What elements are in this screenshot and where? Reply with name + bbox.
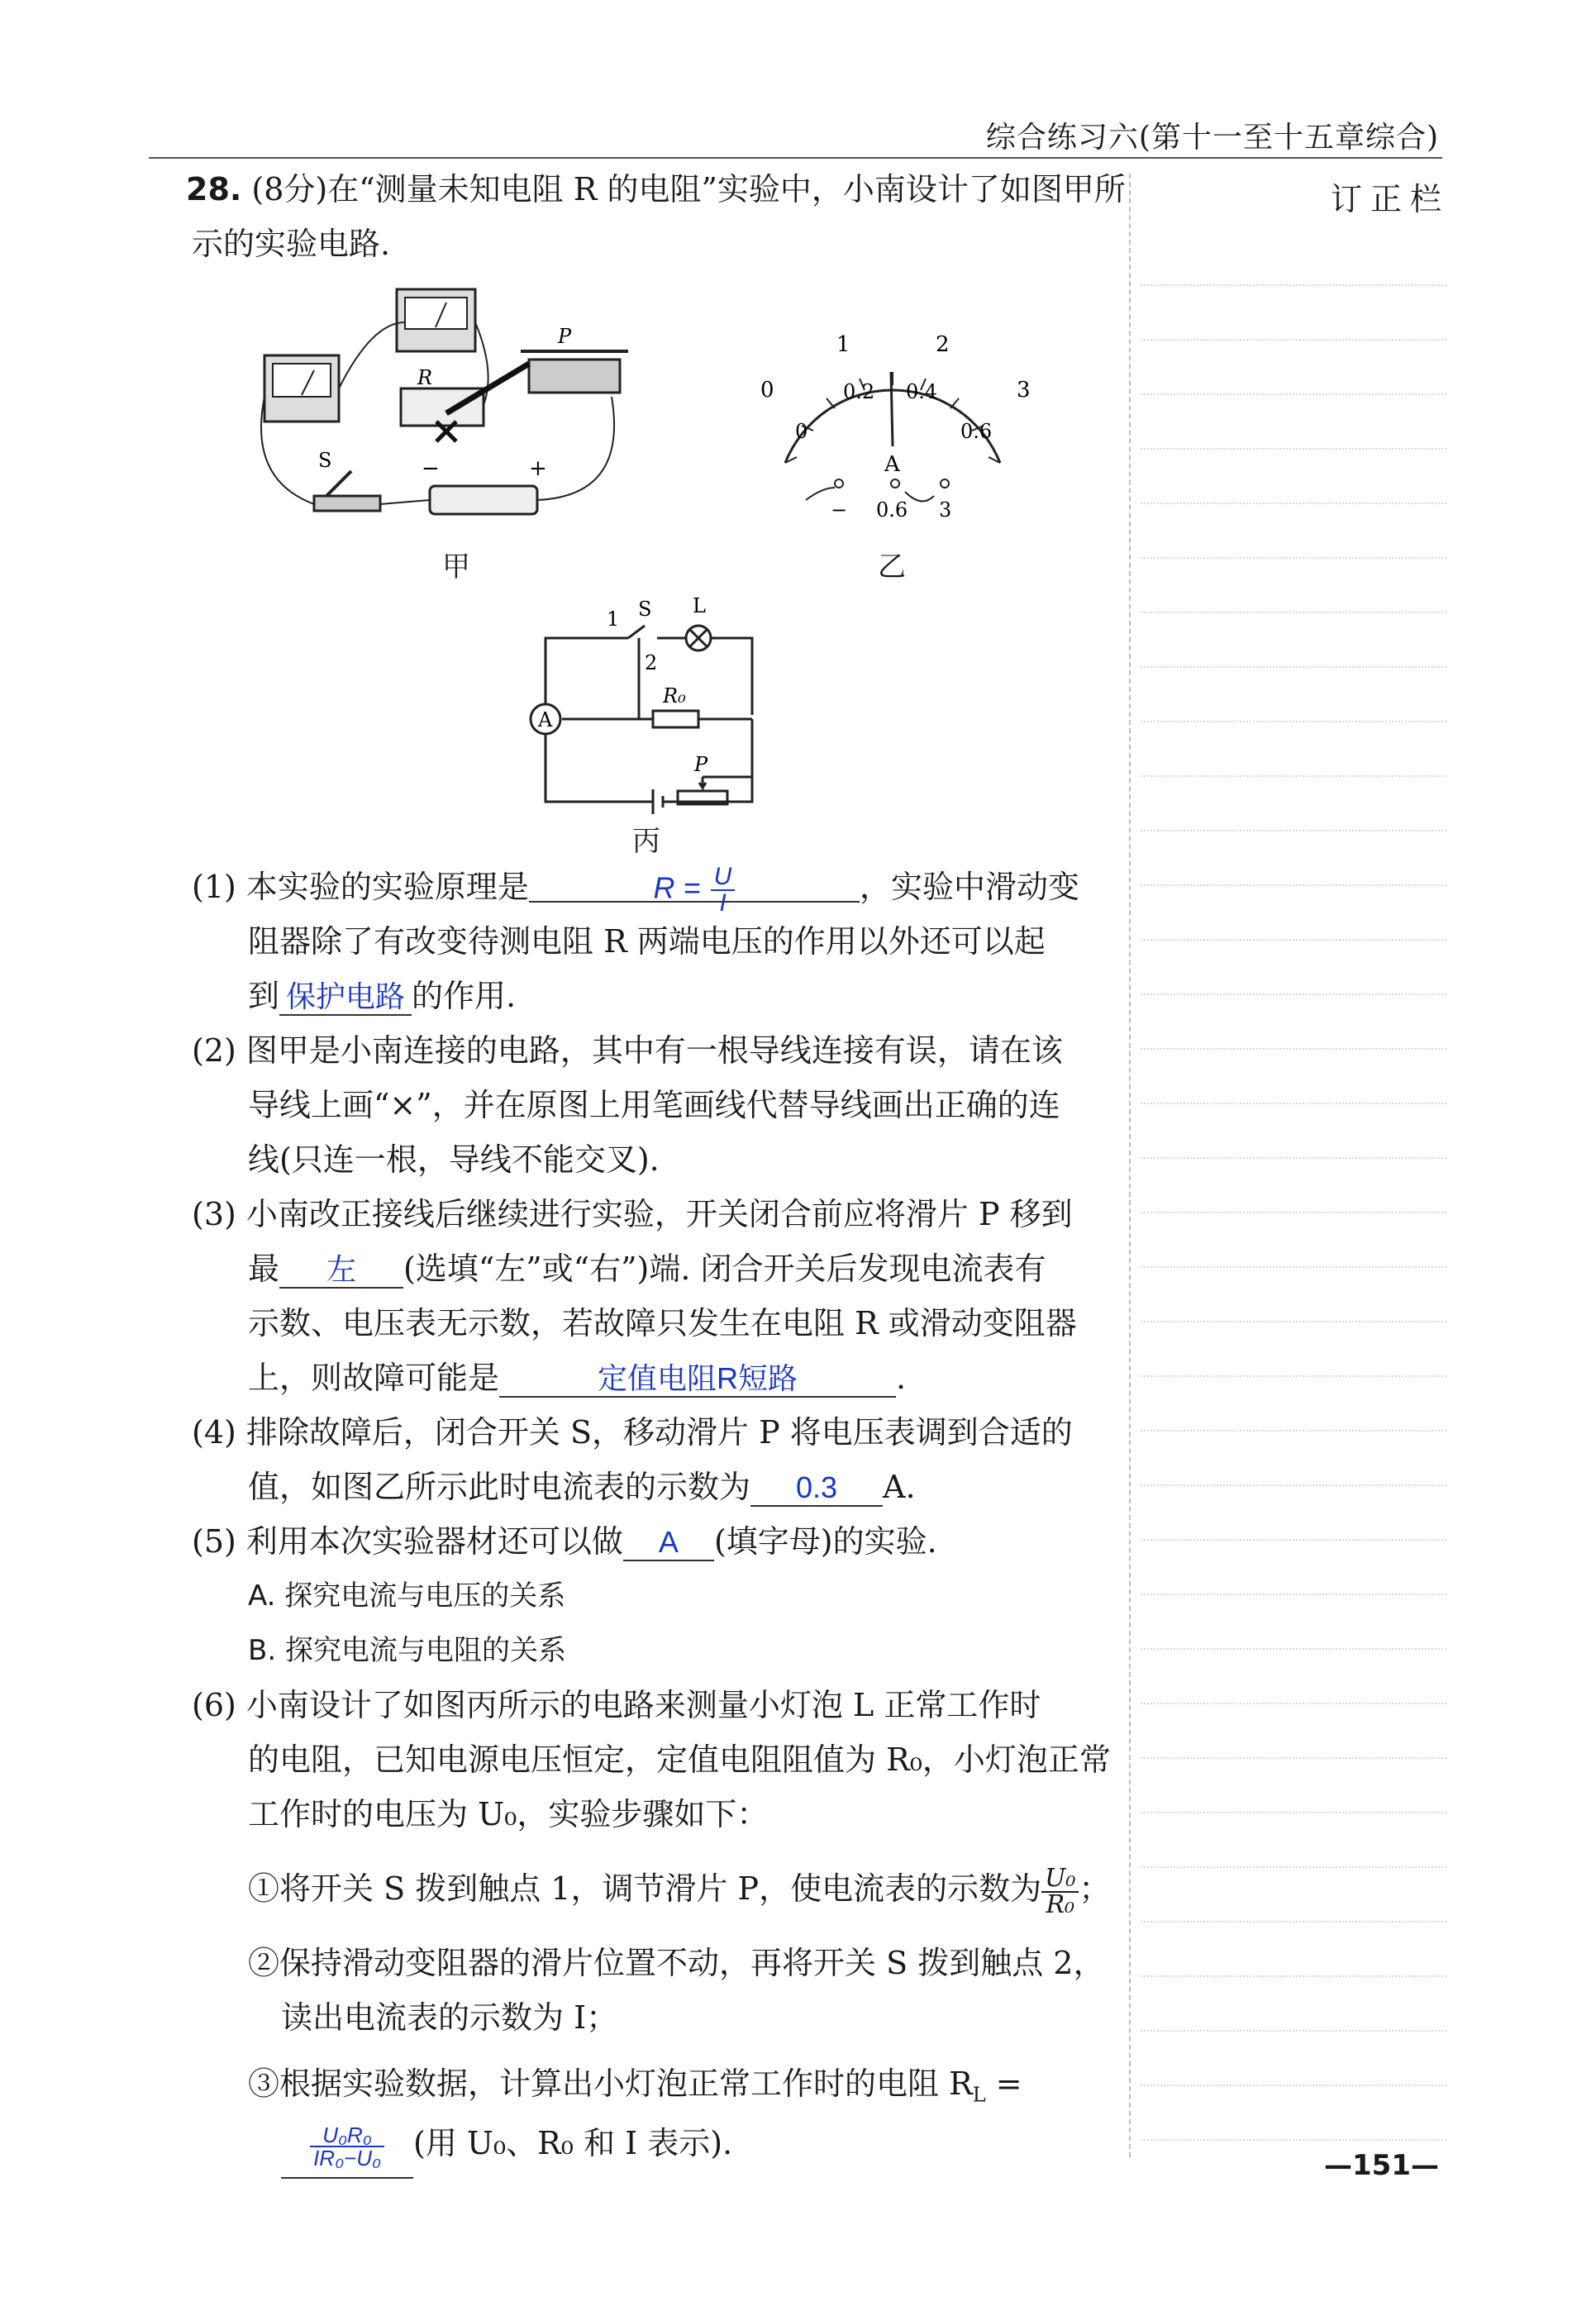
- slider-label: P: [558, 325, 572, 348]
- dial-unit: A: [884, 452, 900, 477]
- terminal-3: 3: [939, 498, 952, 522]
- part-2-line-2: 导线上画“×”，并在原图上用笔画线代替导线画出正确的连: [248, 1087, 1060, 1123]
- resistor-r0-label: R₀: [663, 684, 686, 708]
- part-6-step-1: ①将开关 S 拨到触点 1，调节滑片 P，使电流表的示数为 $\frac{\text{U₀}}{\text{R₀}}$ ；: [248, 1863, 1111, 1919]
- scale-top-3: 3: [1017, 378, 1031, 403]
- figure-bing-circuit-diagram: [521, 591, 769, 822]
- scale-bottom-2: 0.4: [906, 380, 938, 403]
- scale-bottom-3: 0.6: [960, 420, 993, 443]
- svg-text:+: +: [529, 456, 547, 481]
- resistor-label: R: [417, 366, 433, 389]
- part-6-step-3-line-2: $\frac{\text{U₀R₀}}{\text{IR₀−U₀}}$ (用 U₀、R₀ 和 I 表示).: [281, 2116, 1157, 2179]
- correction-divider: [1129, 174, 1131, 2157]
- question-number: 28.: [186, 171, 242, 207]
- question-stem-2: 示的实验电路.: [192, 226, 391, 262]
- scale-top-0: 0: [760, 378, 774, 403]
- question-stem-line-1: [186, 162, 1126, 217]
- part-6-line-3: 工作时的电压为 U₀，实验步骤如下：: [248, 1796, 769, 1832]
- terminal-minus: −: [831, 498, 848, 522]
- lamp-l-label: L: [693, 594, 706, 617]
- page-number: —151—: [1324, 2149, 1439, 2182]
- terminal-0-6: 0.6: [876, 498, 908, 522]
- answer-blank-current: 0.3: [750, 1469, 883, 1507]
- part-1-line-2: 阻器除了有改变待测电阻 R 两端电压的作用以外还可以起: [248, 923, 1046, 960]
- scale-top-2: 2: [936, 332, 950, 357]
- scale-bottom-0: 0: [795, 420, 808, 443]
- option-a: A. 探究电流与电压的关系: [248, 1579, 566, 1613]
- battery-icon: [422, 456, 547, 514]
- correction-column-title: 订正栏: [1331, 181, 1451, 217]
- switch-label: S: [318, 449, 332, 472]
- contact-2-label: 2: [645, 651, 658, 674]
- chapter-header: 综合练习六(第十一至十五章综合): [985, 121, 1439, 155]
- figure-jia-circuit: [248, 273, 678, 537]
- svg-text:−: −: [422, 456, 440, 481]
- answer-blank-option: A: [623, 1523, 714, 1561]
- part-6-step-3-line-1: ③根据实验数据，计算出小灯泡正常工作时的电阻 $R_L$ =: [248, 2065, 1022, 2107]
- part-1-line-1: (1) 本实验的实验原理是 R = $\frac{U}{I}$ ，实验中滑动变: [192, 862, 1079, 917]
- part-3-line-3: 示数、电压表无示数，若故障只发生在电阻 R 或滑动变阻器: [248, 1305, 1077, 1341]
- figure-bing-caption: 丙: [632, 825, 660, 858]
- part-6-line-2: 的电阻，已知电源电压恒定，定值电阻阻值为 R₀，小灯泡正常: [248, 1741, 1111, 1778]
- answer-blank-protect: 保护电路: [279, 978, 412, 1016]
- header-rule: [149, 157, 1442, 159]
- contact-1-label: 1: [607, 607, 620, 631]
- part-3-line-2: 最 左 (选填“左”或“右”)端. 闭合开关后发现电流表有: [248, 1251, 1046, 1287]
- figure-jia-caption: 甲: [442, 550, 470, 584]
- dial-needle: [891, 372, 893, 446]
- option-b: B. 探究电流与电阻的关系: [248, 1634, 566, 1667]
- question-points: (8分): [251, 171, 328, 207]
- ammeter-a-label: A: [538, 708, 553, 731]
- figure-yi-caption: 乙: [878, 550, 906, 584]
- figure-yi-ammeter-dial: [744, 322, 1041, 537]
- part-6-line-1: (6) 小南设计了如图丙所示的电路来测量小灯泡 L 正常工作时: [192, 1687, 1041, 1723]
- part-6-step-2-line-2: 读出电流表的示数为 I；: [281, 1999, 618, 2036]
- part-1-line-3: 到 保护电路 的作用.: [248, 978, 517, 1014]
- part-3-line-4: 上，则故障可能是 定值电阻R短路 .: [248, 1360, 907, 1396]
- part-4-line-2: 值，如图乙所示此时电流表的示数为 0.3 A.: [248, 1469, 916, 1505]
- part-6-step-2-line-1: ②保持滑动变阻器的滑片位置不动，再将开关 S 拨到触点 2，: [248, 1945, 1105, 1981]
- rheostat-icon: [521, 325, 628, 393]
- answer-blank-formula: R = $\frac{U}{I}$: [529, 865, 860, 903]
- part-2-line-1: (2) 图甲是小南连接的电路，其中有一根导线连接有误，请在该: [192, 1032, 1063, 1069]
- voltmeter-icon: [264, 355, 339, 422]
- answer-blank-left: 左: [279, 1251, 403, 1289]
- switch-s-label: S: [638, 598, 652, 621]
- ammeter-icon: [397, 289, 475, 351]
- switch-icon: [314, 449, 380, 511]
- answer-blank-resistance: $\frac{\text{U₀R₀}}{\text{IR₀−U₀}}$: [281, 2124, 413, 2179]
- question-stem-1: 在“测量未知电阻 R 的电阻”实验中，小南设计了如图甲所: [327, 171, 1126, 207]
- scale-top-1: 1: [836, 332, 850, 357]
- answer-blank-fault: 定值电阻R短路: [499, 1360, 896, 1398]
- part-2-line-3: 线(只连一根，导线不能交叉).: [248, 1141, 660, 1178]
- part-5-line-1: (5) 利用本次实验器材还可以做 A (填字母)的实验.: [192, 1523, 937, 1560]
- correction-lines: [1141, 231, 1446, 2141]
- scale-bottom-1: 0.2: [843, 380, 875, 403]
- part-4-line-1: (4) 排除故障后，闭合开关 S，移动滑片 P 将电压表调到合适的: [192, 1414, 1073, 1451]
- slider-p-label: P: [694, 753, 708, 776]
- part-3-line-1: (3) 小南改正接线后继续进行实验，开关闭合前应将滑片 P 移到: [192, 1196, 1073, 1232]
